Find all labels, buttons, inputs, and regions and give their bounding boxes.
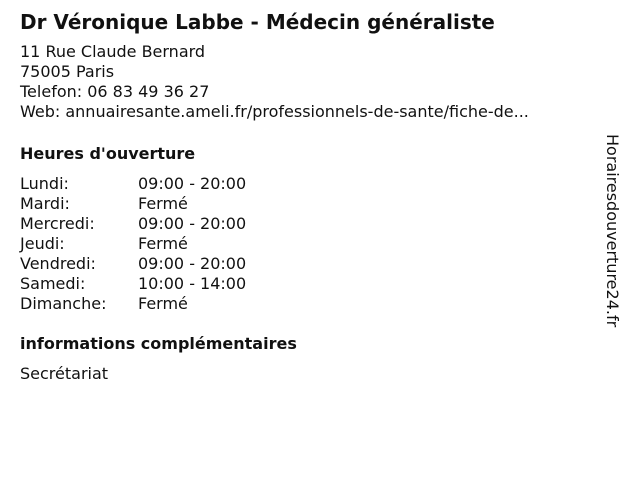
hours-value: Fermé [138,194,188,213]
table-row [20,194,246,214]
day-label: Lundi: [20,174,69,193]
table-row [20,214,246,234]
website-link[interactable]: Web: annuairesante.ameli.fr/professionnels-de-sante/fiche-de... [20,102,529,121]
table-row [20,274,246,294]
additional-info-heading: informations complémentaires [20,334,297,353]
day-label: Jeudi: [20,234,65,253]
opening-hours-heading: Heures d'ouverture [20,144,196,163]
business-card [20,8,600,384]
table-row [20,294,246,314]
hours-value: Fermé [138,234,188,253]
day-label: Mardi: [20,194,70,213]
hours-value: 09:00 - 20:00 [138,174,247,193]
phone-number[interactable]: Telefon: 06 83 49 36 27 [20,82,210,101]
street-address: 11 Rue Claude Bernard [20,42,206,61]
table-row [20,254,246,274]
day-label: Mercredi: [20,214,95,233]
hours-value: 09:00 - 20:00 [138,254,247,273]
site-watermark [603,134,632,344]
day-label: Samedi: [20,274,86,293]
table-row [20,174,246,194]
opening-hours-table [20,174,246,314]
city: 75005 Paris [20,62,115,81]
site-name-label: Horairesdouverture24.fr [603,134,622,328]
hours-value: 09:00 - 20:00 [138,214,247,233]
hours-value: 10:00 - 14:00 [138,274,247,293]
table-row [20,234,246,254]
additional-info-text: Secrétariat [20,364,109,383]
page-title: Dr Véronique Labbe - Médecin généraliste [20,10,495,34]
hours-value: Fermé [138,294,188,313]
day-label: Vendredi: [20,254,96,273]
day-label: Dimanche: [20,294,107,313]
